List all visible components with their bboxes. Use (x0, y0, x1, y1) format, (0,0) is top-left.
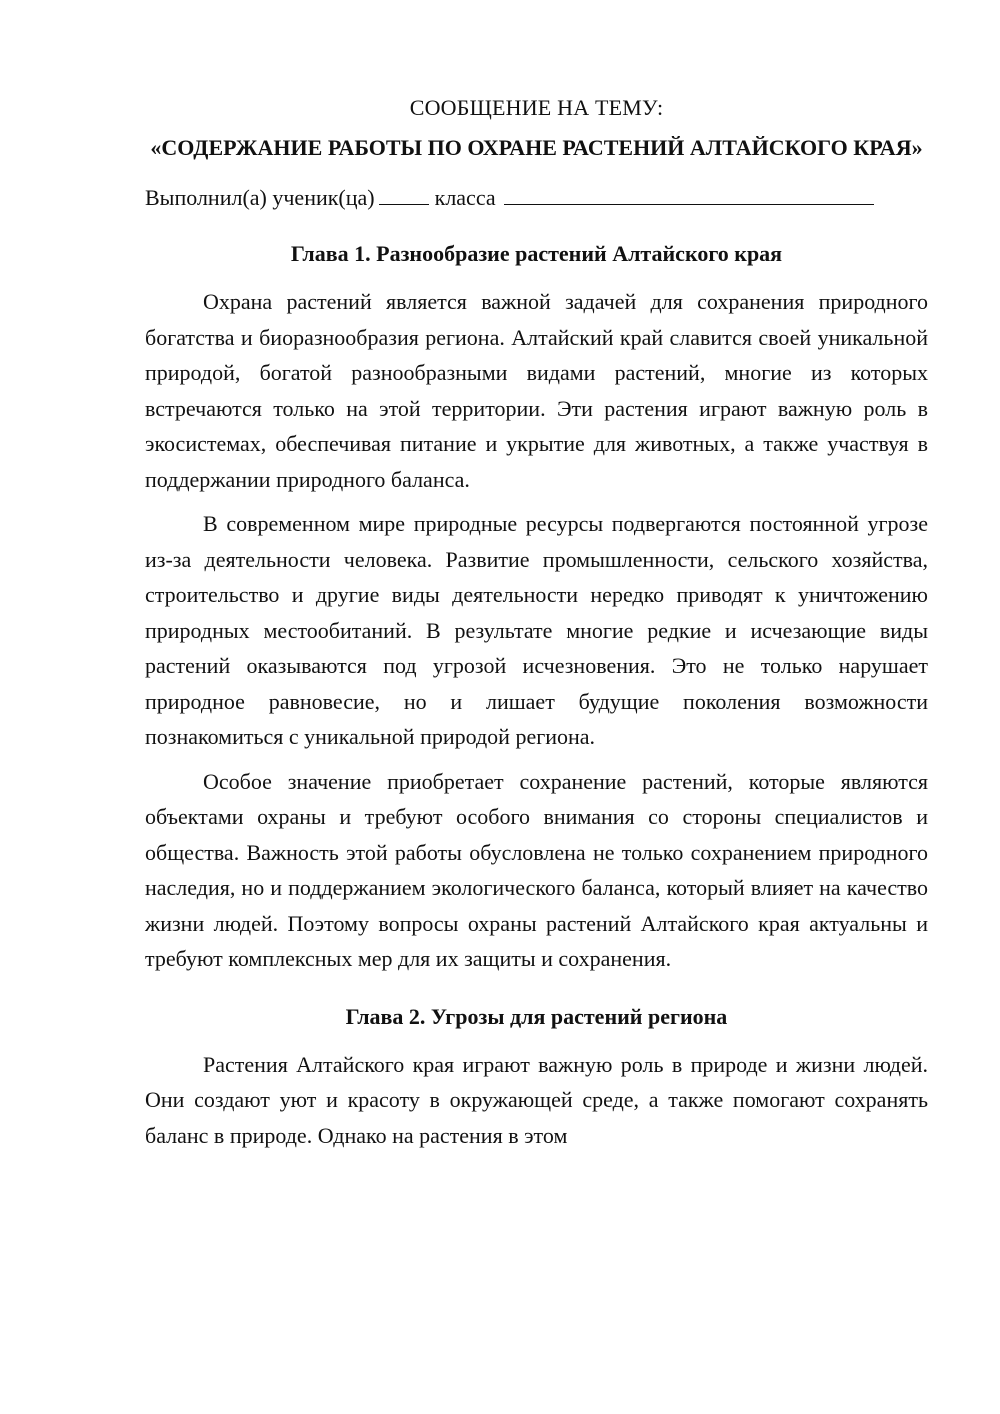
chapter-1-paragraph: В современном мире природные ресурсы подвергаются постоянной угрозе из-за деятельности человека. Развитие промышленности, сельского хозяйства, строительство и другие виды деятельности нередко приводят к уничтожению природных местообитаний. В результате многие редкие и исчезающие виды растений оказываются под угрозой исчезновения. Это не только нарушает природное равновесие, но и лишает будущие поколения возможности познакомиться с уникальной природой региона. (145, 511, 928, 749)
author-line (145, 180, 928, 216)
chapter-1-paragraph: Охрана растений является важной задачей для сохранения природного богатства и биоразнообразия региона. Алтайский край славится своей уникальной природой, богатой разнообразными видами растений, многие из которых встречаются только на этой территории. Эти растения играют важную роль в экосистемах, обеспечивая питание и укрытие для животных, а также участвуя в поддержании природного баланса. (145, 289, 928, 492)
class-label: класса (434, 185, 496, 210)
chapter-1-paragraph: Особое значение приобретает сохранение растений, которые являются объектами охраны и требуют особого внимания со стороны специалистов и общества. Важность этой работы обусловлена не только сохранением природного наследия, но и поддержанием экологического баланса, который влияет на качество жизни людей. Поэтому вопросы охраны растений Алтайского края актуальны и требуют комплексных мер для их защиты и сохранения. (145, 768, 928, 971)
class-number-blank (379, 182, 429, 205)
student-name-blank (504, 182, 874, 205)
chapter-2-title: Глава 2. Угрозы для растений региона (345, 1003, 728, 1029)
author-label: Выполнил(а) ученик(ца) (145, 185, 375, 210)
document-header: СООБЩЕНИЕ НА ТЕМУ: (409, 95, 664, 120)
chapter-2-paragraph: Растения Алтайского края играют важную роль в природе и жизни людей. Они создают уют и красоту в окружающей среде, а также помогают сохранять баланс в природе. Однако на растения в этом (145, 1051, 928, 1148)
chapter-1-title: Глава 1. Разнообразие растений Алтайского края (290, 241, 783, 266)
document-page (145, 90, 928, 1162)
document-title: «СОДЕРЖАНИЕ РАБОТЫ ПО ОХРАНЕ РАСТЕНИЙ АЛТАЙСКОГО КРАЯ» (150, 135, 923, 160)
